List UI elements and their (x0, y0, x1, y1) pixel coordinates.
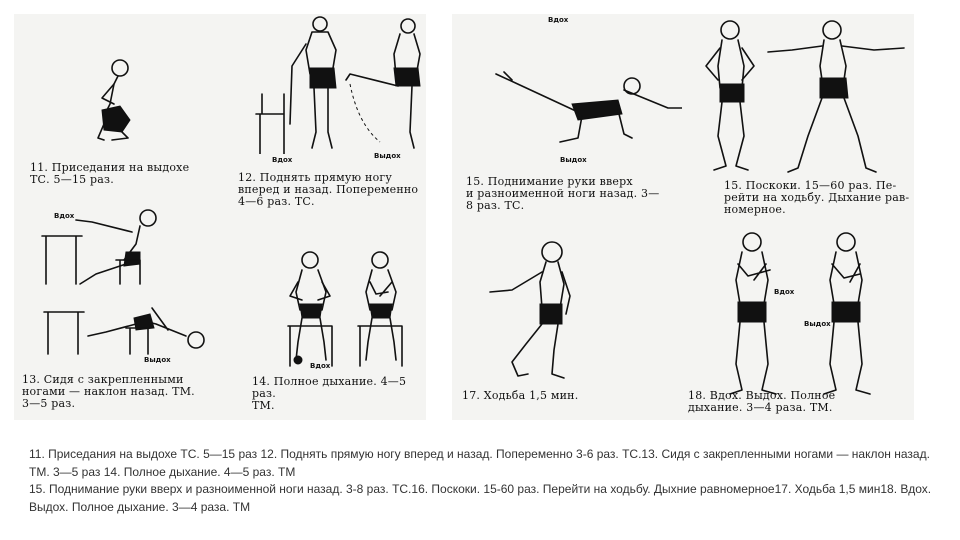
figure-18-tag-top: Вдох (774, 288, 795, 296)
figure-13-caption: 13. Сидя с закрепленными ногами — наклон назад. ТМ. 3—5 раз. (22, 373, 195, 410)
figure-18-caption: 18. Вдох. Выдох. Полное дыхание. 3—4 раза. ТМ. (688, 389, 836, 414)
figure-12-leg-raise (240, 14, 426, 154)
figure-15a-tag-bottom: Выдох (560, 156, 587, 164)
figure-11-squat (74, 54, 154, 154)
figure-17-caption: 17. Ходьба 1,5 мин. (462, 389, 579, 402)
figure-15a-tag-top: Вдох (548, 16, 569, 24)
figure-14-tag: Вдох (310, 362, 331, 370)
figure-12-tag-left: Вдох (272, 156, 293, 164)
figure-14-caption: 14. Полное дыхание. 4—5 раз. ТМ. (252, 375, 407, 412)
figure-18-breathing (714, 224, 914, 400)
figure-13-lean-back (36, 204, 216, 364)
figure-15b-caption: 15. Поскоки. 15—60 раз. Пе- рейти на ходьбу. Дыхание рав- номерное. (724, 179, 910, 216)
figure-15a-arm-leg-raise (482, 34, 682, 164)
caption-text (29, 446, 934, 516)
figure-14-full-breathing (276, 248, 416, 372)
figure-13-tag-bottom: Выдох (144, 356, 171, 364)
figure-11-caption: 11. Приседания на выдохе ТС. 5—15 раз. (30, 161, 190, 186)
caption-line-1: 11. Приседания на выдохе ТС. 5—15 раз 12. Поднять прямую ногу вперед и назад. Попеременно 3-6 раз. ТС.13. Сидя с закрепленными ногами — наклон назад. ТМ. 3—5 раз 14. Полное дыхание. 4—5 раз. ТМ (29, 447, 930, 479)
figure-18-tag-bottom: Выдох (804, 320, 831, 328)
figure-12-caption: 12. Поднять прямую ногу вперед и назад. Попеременно 4—6 раз. ТС. (238, 171, 419, 208)
caption-line-2: 15. Поднимание руки вверх и разноименной ноги назад. 3-8 раз. ТС.16. Поскоки. 15-60 раз. Перейти на ходьбу. Дыхние равномерное17. Ходьба 1,5 мин18. Вдох. Выдох. Полное дыхание. 3—4 раза. ТМ (29, 482, 932, 514)
figure-15a-caption: 15. Поднимание руки вверх и разноименной ноги назад. 3— 8 раз. ТС. (466, 175, 660, 212)
exercise-sheet-left (14, 14, 426, 420)
figure-17-walking (482, 238, 592, 388)
figure-15b-hops (698, 18, 912, 178)
figure-13-tag-top: Вдох (54, 212, 75, 220)
exercise-sheet-right (452, 14, 914, 420)
figure-12-tag-right: Выдох (374, 152, 401, 160)
